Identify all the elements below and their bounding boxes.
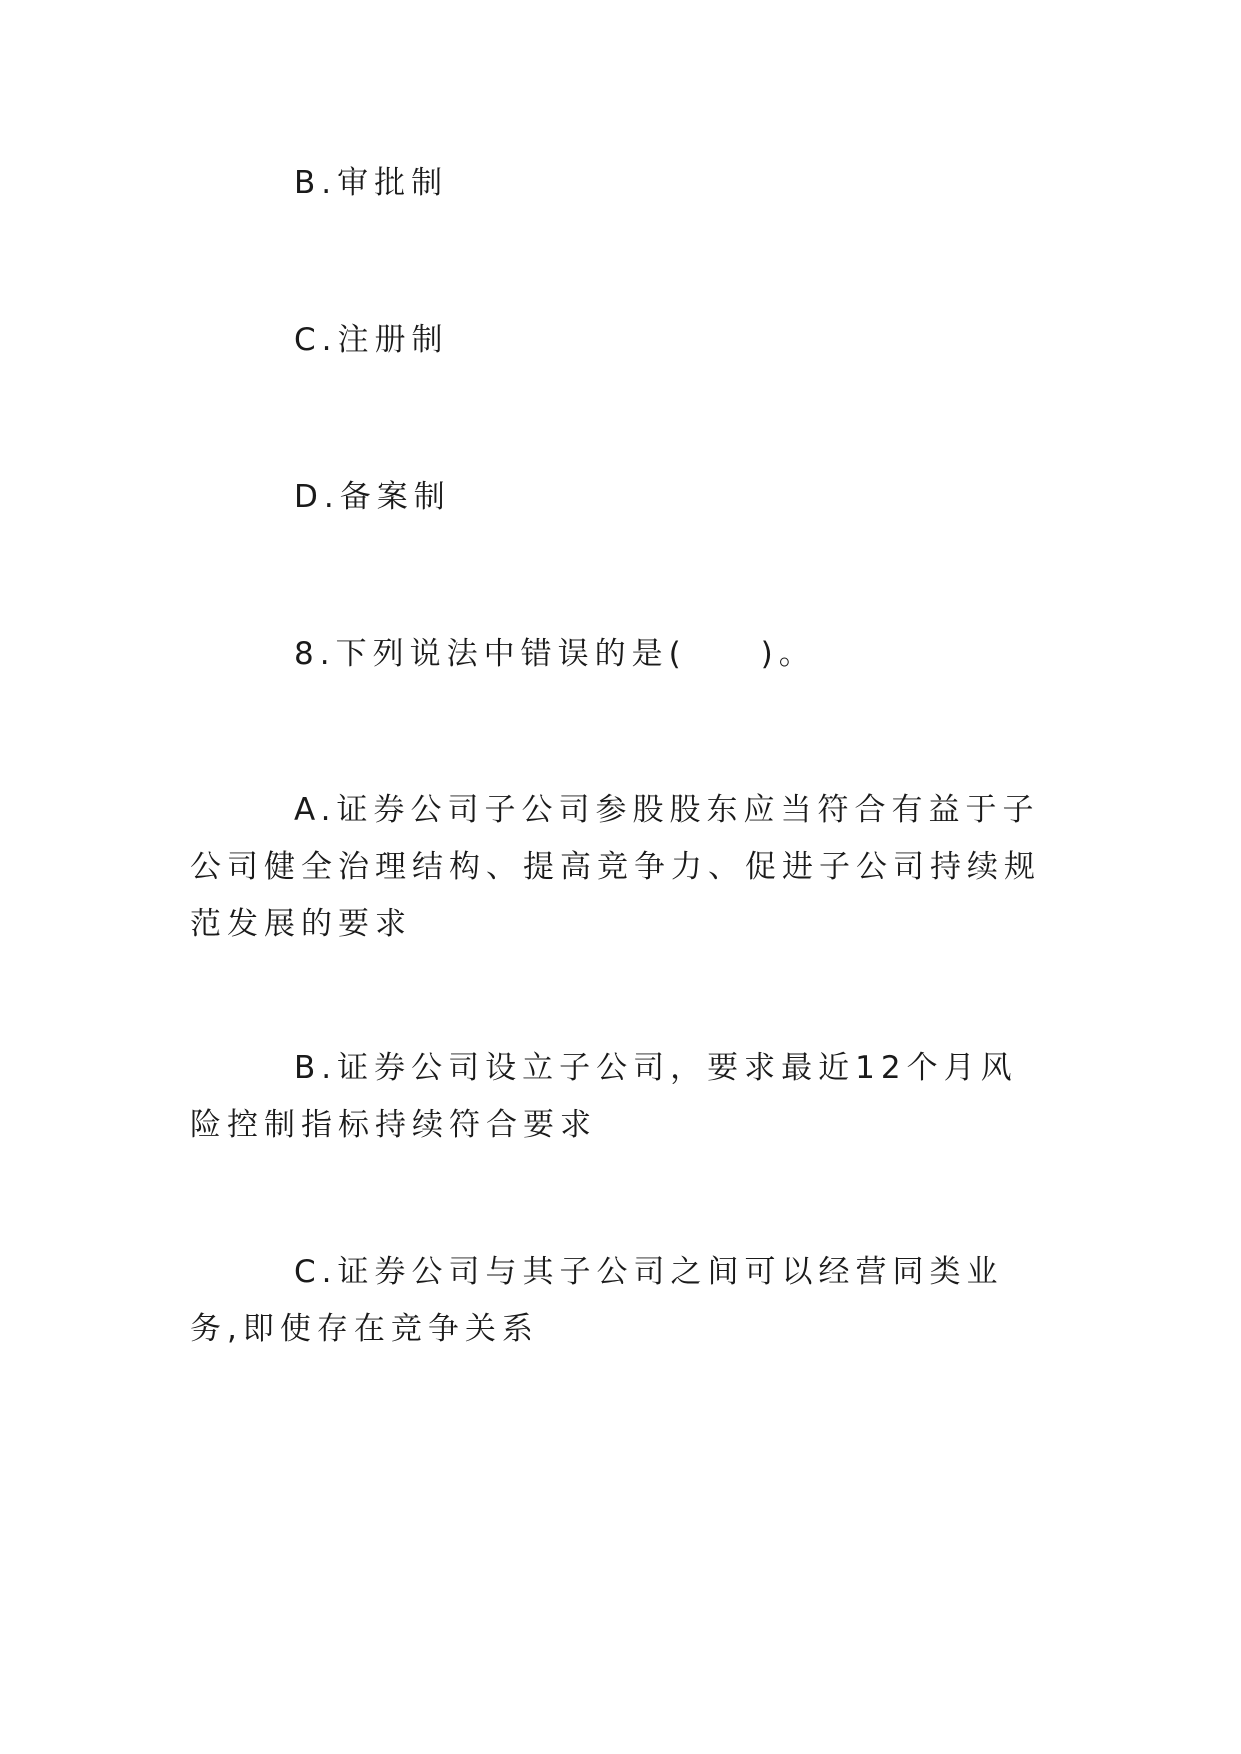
question-8: 8.下列说法中错误的是( )。: [294, 636, 816, 672]
question-8-option-b: B.证券公司设立子公司，要求最近12个月风险控制指标持续符合要求: [190, 1050, 1018, 1143]
option-b-approval: B.审批制: [294, 165, 449, 201]
question-8-option-c: C.证券公司与其子公司之间可以经营同类业务,即使存在竞争关系: [190, 1254, 1004, 1347]
question-8-option-a: A.证券公司子公司参股股东应当符合有益于子公司健全治理结构、提高竞争力、促进子公司持续规范发展的要求: [190, 792, 1041, 942]
option-d-filing: D.备案制: [294, 479, 451, 515]
option-c-registration: C.注册制: [294, 322, 449, 358]
